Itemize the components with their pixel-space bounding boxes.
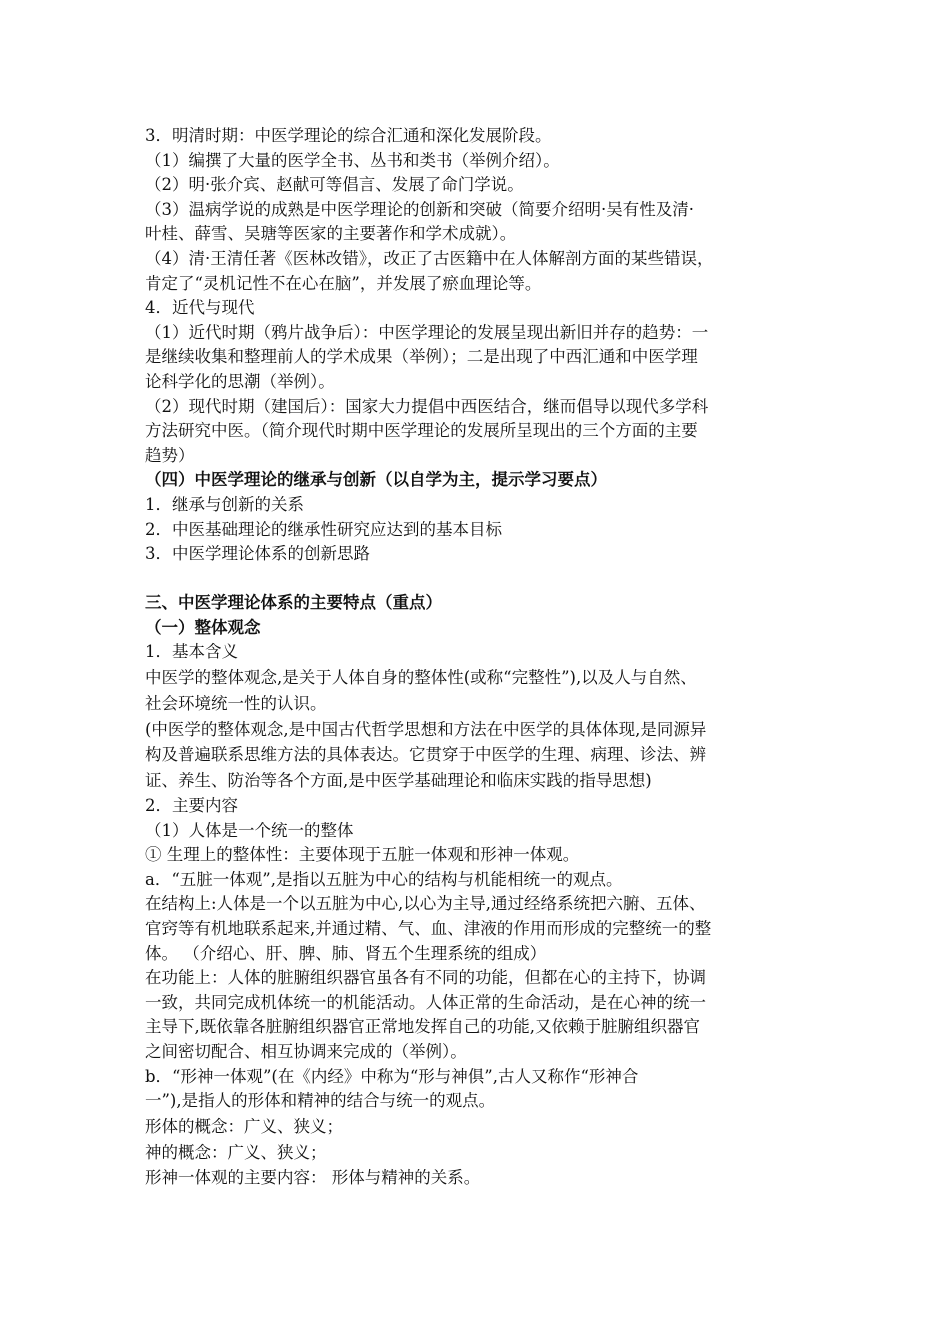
text-line: 构及普遍联系思维方法的具体表达。它贯穿于中医学的生理、病理、诊法、辨 [145,745,706,765]
text-line: 证、养生、防治等各个方面,是中医学基础理论和临床实践的指导思想) [145,771,652,791]
text-line: 形神一体观的主要内容： 形体与精神的关系。 [145,1168,481,1188]
text-line: ① 生理上的整体性：主要体现于五脏一体观和形神一体观。 [145,845,580,865]
text-line: 一致，共同完成机体统一的机能活动。人体正常的生命活动，是在心神的统一 [145,992,706,1012]
text-line: 3．明清时期：中医学理论的综合汇通和深化发展阶段。 [145,126,552,145]
text-line: （2）现代时期（建国后）：国家大力提倡中西医结合，继而倡导以现代多学科 [145,396,709,416]
text-line: b．“形神一体观”(在《内经》中称为“形与神俱”,古人又称作“形神合 [145,1066,639,1086]
text-line: 2．中医基础理论的继承性研究应达到的基本目标 [145,519,502,539]
text-line: 在功能上：人体的脏腑组织器官虽各有不同的功能，但都在心的主持下，协调 [145,968,706,988]
text-line: (中医学的整体观念,是中国古代哲学思想和方法在中医学的具体体现,是同源异 [145,719,707,739]
text-line: 叶桂、薛雪、吴瑭等医家的主要著作和学术成就）。 [145,224,517,244]
text-line: 在结构上:人体是一个以五脏为中心,以心为主导,通过经络系统把六腑、五体、 [145,894,706,914]
text-line: 是继续收集和整理前人的学术成果（举例）；二是出现了中西汇通和中医学理 [145,347,698,367]
text-line: （1）人体是一个统一的整体 [145,820,354,840]
text-line: a．“五脏一体观”,是指以五脏为中心的结构与机能相统一的观点。 [145,869,623,889]
section-heading: （一）整体观念 [145,617,261,637]
text-line: 形体的概念：广义、狭义； [145,1116,343,1136]
text-line: 中医学的整体观念,是关于人体自身的整体性(或称“完整性”),以及人与自然、 [145,668,697,688]
text-line: 一”),是指人的形体和精神的结合与统一的观点。 [145,1091,496,1111]
section-heading: 三、中医学理论体系的主要特点（重点） [145,593,442,613]
text-line: 肯定了“灵机记性不在心在脑”，并发展了瘀血理论等。 [145,273,542,293]
text-line: 2．主要内容 [145,796,238,816]
text-line: 趋势） [145,445,195,465]
text-line: （2）明·张介宾、赵献可等倡言、发展了命门学说。 [145,175,524,195]
document-body [145,124,825,1191]
blank-line [145,567,825,592]
text-line: （1）近代时期（鸦片战争后）：中医学理论的发展呈现出新旧并存的趋势：一 [145,322,709,342]
text-line: 之间密切配合、相互协调来完成的（举例）。 [145,1041,467,1061]
text-line: 社会环境统一性的认识。 [145,693,327,713]
text-line: 主导下,既依靠各脏腑组织器官正常地发挥自己的功能,又依赖于脏腑组织器官 [145,1017,700,1037]
section-heading: （四）中医学理论的继承与创新（以自学为主，提示学习要点） [145,470,607,490]
text-line: （3）温病学说的成熟是中医学理论的创新和突破（简要介绍明·吴有性及清· [145,199,694,219]
text-line: 神的概念：广义、狭义； [145,1142,327,1162]
text-line: （4）清·王清任著《医林改错》，改正了古医籍中在人体解剖方面的某些错误， [145,248,714,268]
text-line: 4．近代与现代 [145,298,255,318]
text-line: （1）编撰了大量的医学全书、丛书和类书（举例介绍）。 [145,150,560,170]
text-line: 1．继承与创新的关系 [145,494,304,514]
text-line: 论科学化的思潮（举例）。 [145,371,335,391]
text-line: 3．中医学理论体系的创新思路 [145,544,370,564]
text-line: 官窍等有机地联系起来,并通过精、气、血、津液的作用而形成的完整统一的整 [145,919,712,939]
text-line: 方法研究中医。（简介现代时期中医学理论的发展所呈现出的三个方面的主要 [145,421,698,441]
text-line: 1．基本含义 [145,642,238,662]
text-line: 体。 （介绍心、肝、脾、肺、肾五个生理系统的组成） [145,943,547,963]
